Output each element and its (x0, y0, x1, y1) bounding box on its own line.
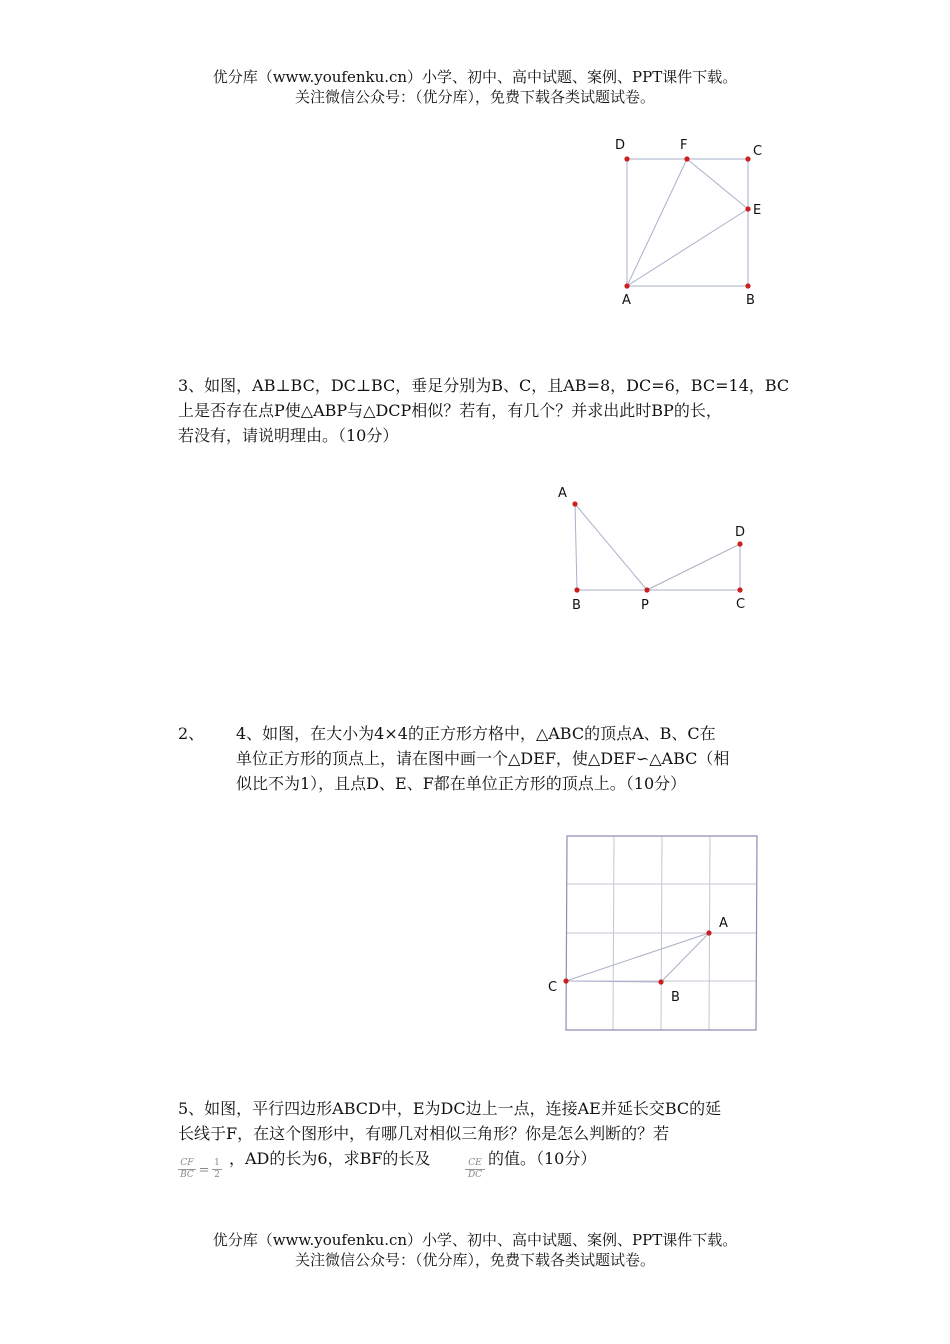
point-a (572, 501, 577, 506)
figure-abpcd (550, 480, 770, 620)
footer-line-1: 优分库（www.youfenku.cn）小学、初中、高中试题、案例、PPT课件下载。 (212, 1231, 738, 1249)
fraction-dc-denominator: DC (465, 1169, 485, 1181)
point-b (745, 283, 750, 288)
header-line-1: 优分库（www.youfenku.cn）小学、初中、高中试题、案例、PPT课件下载。 (212, 68, 738, 86)
question-5 (178, 1096, 721, 1146)
point-c (563, 978, 568, 983)
label-a: A (558, 486, 567, 501)
question-4 (236, 721, 729, 796)
point-p (644, 587, 649, 592)
point-a (624, 283, 629, 288)
question-3 (178, 373, 789, 448)
point-d (737, 541, 742, 546)
point-a (706, 930, 711, 935)
segment-ba (661, 933, 709, 982)
label-a: A (719, 916, 728, 931)
fraction-ce-numerator: CE (468, 1158, 482, 1168)
segment-pd (647, 544, 740, 590)
label-e: E (753, 203, 762, 218)
question-3-line-3: 若没有，请说明理由。（10分） (178, 426, 399, 445)
fraction-one-half (212, 1158, 222, 1181)
segment-ca (566, 933, 709, 981)
question-3-line-2: 上是否存在点P使△ABP与△DCP相似？若有，有几个？并求出此时BP的长， (178, 401, 722, 420)
fraction-cf-numerator: CF (180, 1158, 194, 1168)
label-c: C (736, 597, 746, 612)
header-line-2: 关注微信公众号：（优分库），免费下载各类试题试卷。 (294, 88, 655, 106)
label-b: B (671, 990, 680, 1005)
question-5-line-1: 5、如图，平行四边形ABCD中，E为DC边上一点，连接AE并延长交BC的延 (178, 1099, 722, 1118)
question-4-line-2: 单位正方形的顶点上，请在图中画一个△DEF，使△DEF∽△ABC（相 (236, 749, 730, 768)
figure-grid-abc (540, 830, 780, 1040)
question-4-line-1: 4、如图，在大小为4×4的正方形方格中，△ABC的顶点A、B、C在 (236, 724, 716, 743)
fraction-half-numerator: 1 (214, 1158, 220, 1168)
label-b: B (746, 293, 755, 308)
fraction-half-denominator: 2 (212, 1169, 222, 1181)
segment-ab (575, 504, 577, 590)
question-4-prefix: 2、 (178, 724, 205, 743)
fraction-equals: = (198, 1163, 210, 1178)
label-b: B (572, 598, 581, 613)
square-outline (627, 159, 748, 286)
question-4-line-3: 似比不为1），且点D、E、F都在单位正方形的顶点上。（10分） (236, 774, 687, 793)
question-3-line-1: 3、如图，AB⊥BC，DC⊥BC，垂足分别为B、C，且AB=8，DC=6，BC=14，BC (178, 376, 790, 395)
point-b (658, 979, 663, 984)
segment-fe (687, 159, 748, 209)
point-f (684, 156, 689, 161)
footer-line-2: 关注微信公众号：（优分库），免费下载各类试题试卷。 (294, 1251, 655, 1269)
point-e (745, 206, 750, 211)
label-c: C (753, 144, 763, 159)
point-b (574, 587, 579, 592)
label-p: P (641, 598, 649, 613)
fraction-ce-dc (465, 1158, 485, 1181)
point-c (745, 156, 750, 161)
label-d: D (735, 525, 746, 540)
fraction-bc-denominator: BC (178, 1169, 196, 1181)
question-5-line-2: 长线于F，在这个图形中，有哪几对相似三角形？你是怎么判断的？若 (178, 1124, 670, 1143)
label-d: D (615, 138, 626, 153)
point-d (624, 156, 629, 161)
label-a: A (622, 293, 631, 308)
figure-square-abcd (600, 130, 780, 315)
grid-lines (567, 836, 756, 1030)
label-c: C (548, 980, 558, 995)
segment-ap (575, 504, 647, 590)
question-5-line-3b: 的值。（10分） (488, 1149, 597, 1168)
fraction-cf-bc (178, 1158, 196, 1181)
label-f: F (680, 138, 688, 153)
question-5-line-3a: ，AD的长为6，求BF的长及 (229, 1149, 431, 1168)
point-c (737, 587, 742, 592)
